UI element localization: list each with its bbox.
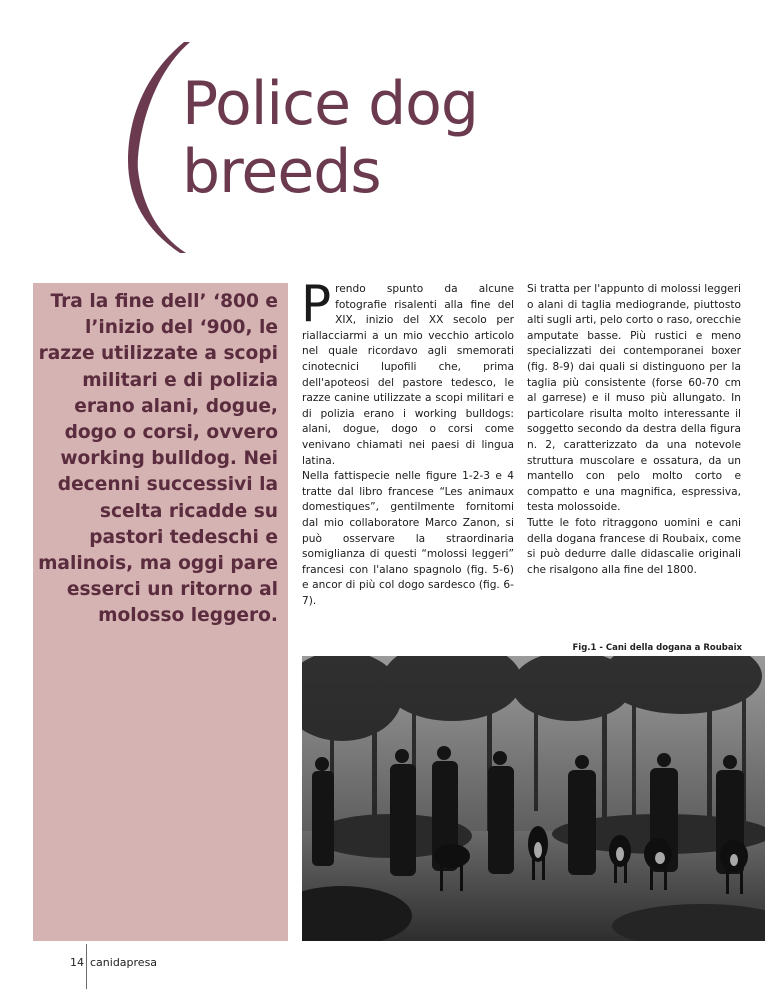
figure-caption: Fig.1 - Cani della dogana a Roubaix xyxy=(572,643,742,653)
magazine-name: canidapresa xyxy=(90,956,158,969)
page-title xyxy=(182,70,478,206)
article-paragraph: Nella fattispecie nelle figure 1-2-3 e 4 tratte dal libro francese “Les animaux domestiques”, gentilmente fornitomi dal mio collaboratore Marco Zanon, si può osservare la straordinaria somiglianza di questi “molossi leggeri” francesi con l'alano spagnolo (fig. 5-6) e ancor di più col dogo sardesco (fig. 6-7). xyxy=(302,470,514,607)
title-line-1: Police dog xyxy=(182,69,478,139)
article-column-2 xyxy=(527,282,741,578)
article-paragraph xyxy=(301,275,514,469)
drop-cap: P xyxy=(301,275,332,333)
historic-photo xyxy=(302,656,765,941)
paragraph-text: rendo spunto da alcune fotografie risalenti alla fine del XIX, inizio del XX secolo per riallacciarmi a un mio vecchio articolo nel quale ricordavo agli smemorati cinotecnici lupofili che, prima dell'apoteosi del pastore tedesco, le razze canine utilizzate a scopi militari e di polizia erano i working bulldogs: alani, dogue, dogo o corsi come venivano chiamati nei paesi di lingua latina. xyxy=(302,283,514,467)
title-line-2: breeds xyxy=(182,137,381,207)
article-paragraph: Tutte le foto ritraggono uomini e cani della dogana francese di Roubaix, come si può dedurre dalle didascalie originali che risalgono alla fine del 1800. xyxy=(527,516,741,576)
page-footer xyxy=(32,956,157,969)
article-paragraph: Si tratta per l'appunto di molossi leggeri o alani di taglia mediogrande, piuttosto alti sugli arti, pelo corto o raso, orecchie amputate basse. Più rustici e meno specializzati dei contemporanei boxer (fig. 8-9) dai quali si distinguono per la taglia più consistente (forse 60-70 cm al garrese) e il muso più allungato. In particolare risulta molto interessante il soggetto secondo da destra della figura n. 2, caratterizzato da una notevole struttura muscolare e ossatura, da un mantello con pelo molto corto e compatto e una magnifica, espressiva, testa molossoide. xyxy=(527,283,741,514)
article-column-1 xyxy=(301,275,514,609)
pull-quote: Tra la fine dell’ ‘800 e l’inizio del ‘900, le razze utilizzate a scopi militari e di polizia erano alani, dogue, dogo o corsi, ovvero working bulldog. Nei decenni successivi la scelta ricadde su pastori tedeschi e malinois, ma oggi pare esserci un ritorno al molosso leggero. xyxy=(33,283,288,941)
page-number: 14 xyxy=(70,956,84,969)
